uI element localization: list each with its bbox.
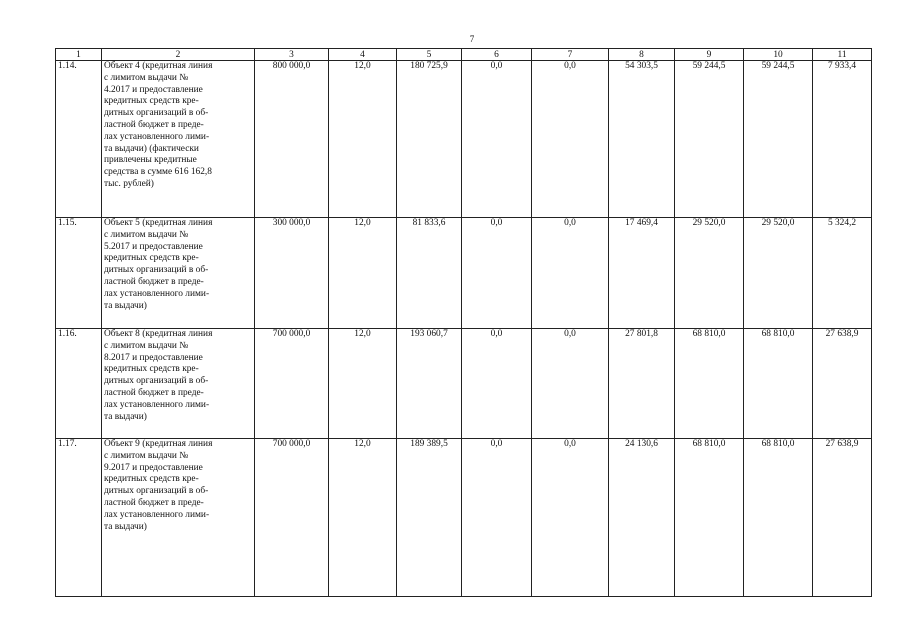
cell-col11: 27 638,9 bbox=[813, 439, 872, 597]
row-index: 1.15. bbox=[56, 218, 102, 329]
description-line: 4.2017 и предоставление bbox=[104, 84, 203, 95]
column-number: 3 bbox=[255, 49, 329, 61]
description-line: привлечены кредитные bbox=[104, 155, 197, 166]
column-number: 5 bbox=[397, 49, 462, 61]
cell-col10: 68 810,0 bbox=[744, 439, 813, 597]
description-line: тыс. рублей) bbox=[104, 178, 154, 189]
cell-col10: 59 244,5 bbox=[744, 61, 813, 218]
data-table bbox=[55, 48, 872, 597]
description-line: средства в сумме 616 162,8 bbox=[104, 167, 212, 178]
cell-rate: 12,0 bbox=[329, 329, 397, 439]
row-index: 1.16. bbox=[56, 329, 102, 439]
description-line: ластной бюджет в преде- bbox=[104, 387, 204, 398]
description-line: кредитных средств кре- bbox=[104, 474, 199, 485]
description-line: дитных организаций в об- bbox=[104, 108, 209, 119]
cell-col5: 180 725,9 bbox=[397, 61, 462, 218]
description-line: лах установленного лими- bbox=[104, 399, 210, 410]
description-line: 9.2017 и предоставление bbox=[104, 462, 203, 473]
cell-col7: 0,0 bbox=[532, 218, 609, 329]
column-number: 9 bbox=[675, 49, 744, 61]
description-line: дитных организаций в об- bbox=[104, 486, 209, 497]
cell-col9: 68 810,0 bbox=[675, 439, 744, 597]
table-row bbox=[56, 61, 872, 218]
cell-col5: 81 833,6 bbox=[397, 218, 462, 329]
table-row bbox=[56, 329, 872, 439]
cell-col8: 17 469,4 bbox=[609, 218, 675, 329]
cell-col6: 0,0 bbox=[462, 61, 532, 218]
description-line: 5.2017 и предоставление bbox=[104, 241, 203, 252]
cell-col7: 0,0 bbox=[532, 439, 609, 597]
description-line: с лимитом выдачи № bbox=[104, 450, 189, 461]
cell-limit: 800 000,0 bbox=[255, 61, 329, 218]
column-number: 7 bbox=[532, 49, 609, 61]
cell-col9: 59 244,5 bbox=[675, 61, 744, 218]
cell-col5: 189 389,5 bbox=[397, 439, 462, 597]
cell-limit: 300 000,0 bbox=[255, 218, 329, 329]
description-line: лах установленного лими- bbox=[104, 509, 210, 520]
description-line: Объект 4 (кредитная линия bbox=[104, 61, 213, 71]
cell-col6: 0,0 bbox=[462, 329, 532, 439]
cell-limit: 700 000,0 bbox=[255, 329, 329, 439]
description-line: дитных организаций в об- bbox=[104, 265, 209, 276]
cell-rate: 12,0 bbox=[329, 439, 397, 597]
description-line: ластной бюджет в преде- bbox=[104, 119, 204, 130]
cell-col9: 29 520,0 bbox=[675, 218, 744, 329]
cell-col10: 68 810,0 bbox=[744, 329, 813, 439]
cell-col11: 5 324,2 bbox=[813, 218, 872, 329]
cell-col11: 27 638,9 bbox=[813, 329, 872, 439]
description-line: та выдачи) bbox=[104, 521, 147, 532]
description-line: кредитных средств кре- bbox=[104, 364, 199, 375]
description-line: Объект 8 (кредитная линия bbox=[104, 329, 213, 339]
row-index: 1.17. bbox=[56, 439, 102, 597]
description-line: 8.2017 и предоставление bbox=[104, 352, 203, 363]
row-index: 1.14. bbox=[56, 61, 102, 218]
cell-col6: 0,0 bbox=[462, 218, 532, 329]
description-line: та выдачи) bbox=[104, 411, 147, 422]
description-line: Объект 5 (кредитная линия bbox=[104, 218, 213, 228]
row-description bbox=[102, 218, 255, 329]
description-line: лах установленного лими- bbox=[104, 288, 210, 299]
table-row bbox=[56, 439, 872, 597]
column-number-row bbox=[56, 49, 872, 61]
description-line: та выдачи) bbox=[104, 300, 147, 311]
description-line: кредитных средств кре- bbox=[104, 253, 199, 264]
column-number: 6 bbox=[462, 49, 532, 61]
cell-col8: 24 130,6 bbox=[609, 439, 675, 597]
cell-col6: 0,0 bbox=[462, 439, 532, 597]
description-line: Объект 9 (кредитная линия bbox=[104, 439, 213, 449]
description-line: кредитных средств кре- bbox=[104, 96, 199, 107]
description-line: ластной бюджет в преде- bbox=[104, 276, 204, 287]
cell-col7: 0,0 bbox=[532, 61, 609, 218]
cell-col5: 193 060,7 bbox=[397, 329, 462, 439]
row-description bbox=[102, 61, 255, 218]
description-line: с лимитом выдачи № bbox=[104, 340, 189, 351]
row-description bbox=[102, 329, 255, 439]
cell-col11: 7 933,4 bbox=[813, 61, 872, 218]
cell-col10: 29 520,0 bbox=[744, 218, 813, 329]
description-line: с лимитом выдачи № bbox=[104, 72, 189, 83]
cell-limit: 700 000,0 bbox=[255, 439, 329, 597]
cell-rate: 12,0 bbox=[329, 218, 397, 329]
column-number: 11 bbox=[813, 49, 872, 61]
description-line: лах установленного лими- bbox=[104, 131, 210, 142]
page-number: 7 bbox=[469, 34, 475, 44]
cell-col9: 68 810,0 bbox=[675, 329, 744, 439]
column-number: 1 bbox=[56, 49, 102, 61]
column-number: 2 bbox=[102, 49, 255, 61]
row-description bbox=[102, 439, 255, 597]
column-number: 4 bbox=[329, 49, 397, 61]
description-line: дитных организаций в об- bbox=[104, 376, 209, 387]
cell-col8: 27 801,8 bbox=[609, 329, 675, 439]
table-row bbox=[56, 218, 872, 329]
description-line: с лимитом выдачи № bbox=[104, 229, 189, 240]
description-line: ластной бюджет в преде- bbox=[104, 497, 204, 508]
column-number: 8 bbox=[609, 49, 675, 61]
column-number: 10 bbox=[744, 49, 813, 61]
cell-col8: 54 303,5 bbox=[609, 61, 675, 218]
cell-col7: 0,0 bbox=[532, 329, 609, 439]
description-line: та выдачи) (фактически bbox=[104, 143, 199, 154]
cell-rate: 12,0 bbox=[329, 61, 397, 218]
